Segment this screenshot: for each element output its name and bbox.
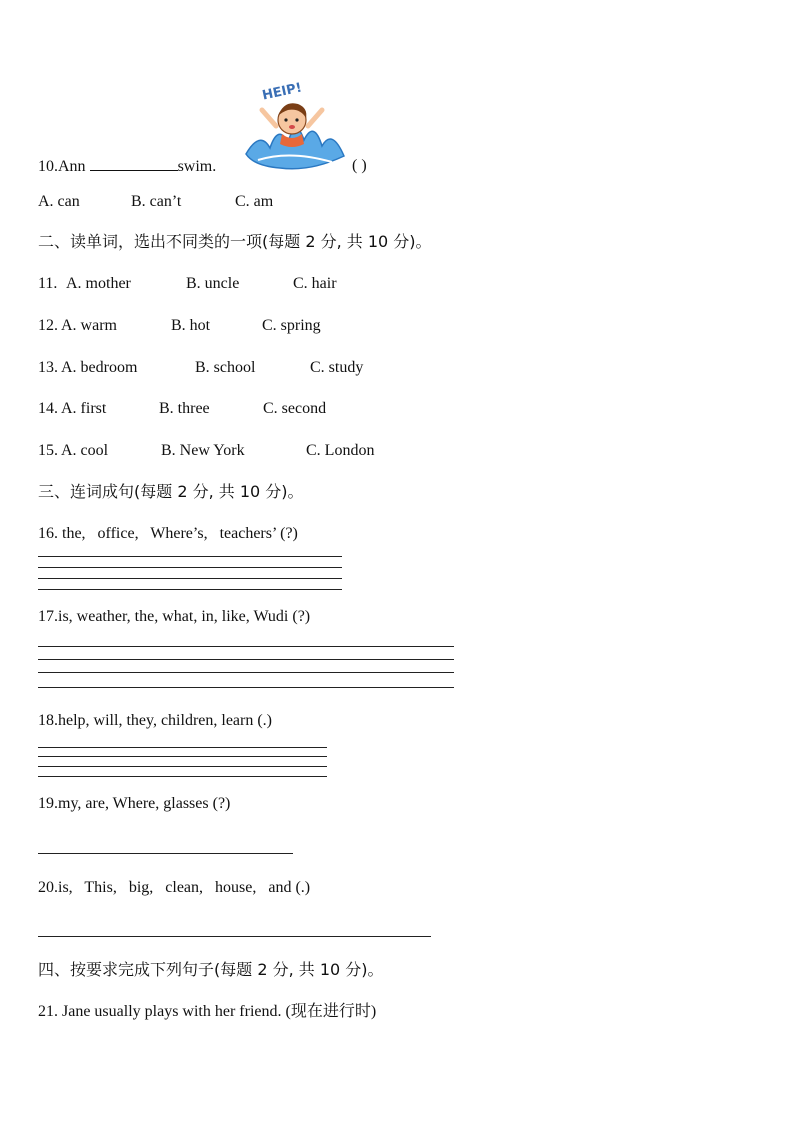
answer-line (38, 687, 454, 688)
answer-line (38, 589, 342, 590)
item-11-option-a[interactable]: A. mother (66, 275, 131, 292)
answer-blank[interactable] (90, 156, 178, 171)
q10-option-a[interactable]: A. can (38, 193, 80, 210)
item-15-option-c[interactable]: C. London (306, 442, 375, 459)
answer-line (38, 672, 454, 673)
item-14-option-c[interactable]: C. second (263, 400, 327, 417)
item-13-option-c[interactable]: C. study (310, 359, 364, 376)
item-13-option-b[interactable]: B. school (195, 359, 256, 376)
q10-option-b[interactable]: B. can’t (131, 193, 182, 210)
answer-line (38, 556, 342, 557)
question-10-suffix: swim. (177, 158, 217, 175)
item-14-option-b[interactable]: B. three (159, 400, 210, 417)
answer-line (38, 659, 454, 660)
item-12-option-a[interactable]: A. warm (61, 317, 117, 334)
item-14-option-a[interactable]: A. first (61, 400, 107, 417)
question-10-prefix: 10.Ann (38, 158, 90, 175)
item-15-option-a[interactable]: A. cool (61, 442, 109, 459)
question-20: 20.is, This, big, clean, house, and (.) (38, 879, 311, 896)
item-11-option-b[interactable]: B. uncle (186, 275, 240, 292)
item-12-number: 12. (38, 317, 58, 334)
answer-parentheses[interactable]: ( ) (352, 157, 367, 174)
item-12-option-b[interactable]: B. hot (171, 317, 211, 334)
question-21: 21. Jane usually plays with her friend. (现在进行时) (38, 1003, 377, 1020)
answer-line-20[interactable] (38, 936, 431, 937)
question-18: 18.help, will, they, children, learn (.) (38, 712, 272, 729)
question-19: 19.my, are, Where, glasses (?) (38, 795, 231, 812)
q10-option-c[interactable]: C. am (235, 193, 274, 210)
question-10 (38, 156, 216, 177)
item-12-option-c[interactable]: C. spring (262, 317, 321, 334)
answer-line (38, 578, 342, 579)
swimming-girl-illustration (240, 76, 348, 172)
item-13-number: 13. (38, 359, 58, 376)
item-15-number: 15. (38, 442, 58, 459)
question-16: 16. the, office, Where’s, teachers’ (?) (38, 525, 298, 542)
answer-line (38, 776, 327, 777)
item-14-number: 14. (38, 400, 58, 417)
answer-line (38, 747, 327, 748)
section-4-heading: 四、按要求完成下列句子(每题 2 分, 共 10 分)。 (38, 960, 384, 979)
answer-line (38, 756, 327, 757)
answer-line (38, 567, 342, 568)
item-13-option-a[interactable]: A. bedroom (61, 359, 138, 376)
section-3-heading: 三、连词成句(每题 2 分, 共 10 分)。 (38, 482, 304, 501)
section-2-heading: 二、读单词，选出不同类的一项(每题 2 分, 共 10 分)。 (38, 232, 432, 251)
answer-line (38, 646, 454, 647)
question-17: 17.is, weather, the, what, in, like, Wudi (?) (38, 608, 311, 625)
help-caption: HEIP! (260, 80, 304, 104)
item-11-number: 11. (38, 275, 58, 292)
item-15-option-b[interactable]: B. New York (161, 442, 245, 459)
answer-line (38, 766, 327, 767)
answer-line-19[interactable] (38, 853, 293, 854)
item-11-option-c[interactable]: C. hair (293, 275, 337, 292)
